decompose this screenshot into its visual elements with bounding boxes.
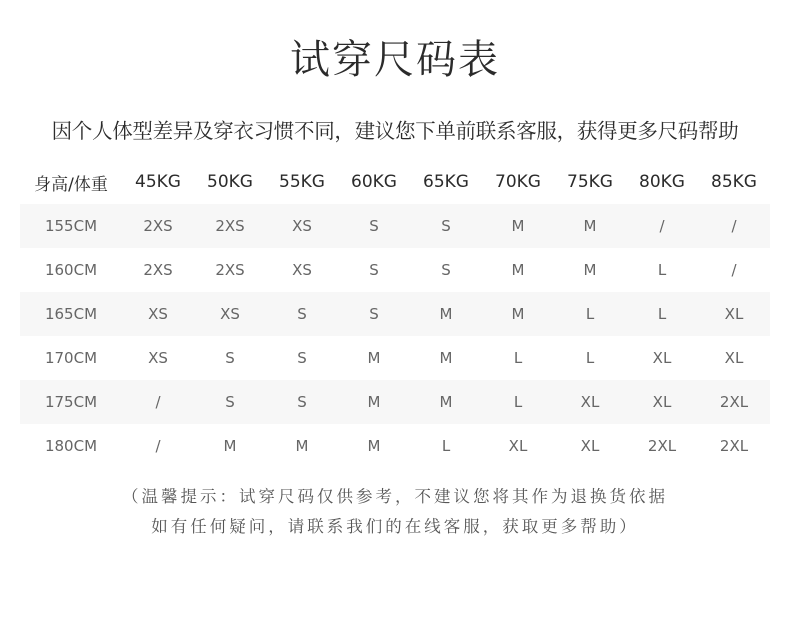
table-row <box>20 204 770 248</box>
size-cell: S <box>297 349 307 367</box>
size-chart-table <box>20 160 770 468</box>
header-weight-cell: 80KG <box>639 172 685 192</box>
height-cell: 155CM <box>20 204 122 248</box>
height-cell: 165CM <box>20 292 122 336</box>
size-cell: M <box>482 292 554 336</box>
size-cell: XL <box>554 380 626 424</box>
page-subtitle: 因个人体型差异及穿衣习惯不同，建议您下单前联系客服，获得更多尺码帮助 <box>51 119 739 143</box>
page-title: 试穿尺码表 <box>290 37 500 83</box>
size-cell: S <box>369 261 379 279</box>
size-cell: XL <box>698 292 770 336</box>
size-cell: 2XS <box>143 261 173 279</box>
size-cell: XS <box>194 292 266 336</box>
size-cell: / <box>155 437 161 455</box>
size-cell: M <box>410 380 482 424</box>
height-cell: 170CM <box>44 349 98 367</box>
size-cell: XS <box>122 292 194 336</box>
table-row <box>20 248 770 292</box>
size-cell: 2XL <box>698 380 770 424</box>
size-cell: S <box>225 349 235 367</box>
header-weight-cell: 45KG <box>135 172 181 192</box>
size-cell: XL <box>724 349 744 367</box>
size-cell: M <box>410 292 482 336</box>
size-cell: M <box>511 261 525 279</box>
header-weight-cell: 70KG <box>495 172 541 192</box>
size-cell: M <box>367 437 381 455</box>
size-cell: 2XL <box>647 437 677 455</box>
size-cell: XS <box>292 261 312 279</box>
size-cell: S <box>410 204 482 248</box>
height-cell: 160CM <box>44 261 98 279</box>
size-cell: M <box>295 437 309 455</box>
size-cell: 2XS <box>194 204 266 248</box>
size-cell: S <box>194 380 266 424</box>
size-cell: L <box>554 292 626 336</box>
size-cell: L <box>441 437 451 455</box>
size-cell: XS <box>266 204 338 248</box>
table-row <box>20 380 770 424</box>
header-weight-cell: 65KG <box>423 172 469 192</box>
header-weight-cell: 60KG <box>351 172 397 192</box>
size-cell: M <box>554 204 626 248</box>
size-cell: L <box>657 261 667 279</box>
table-row <box>20 424 770 468</box>
tip-note-line-2: 如有任何疑问，请联系我们的在线客服，获取更多帮助） <box>151 517 639 536</box>
size-cell: / <box>626 204 698 248</box>
header-weight-cell: 85KG <box>711 172 757 192</box>
size-cell: M <box>338 380 410 424</box>
size-cell: S <box>266 292 338 336</box>
size-cell: S <box>441 261 451 279</box>
tip-note-line-1: （温馨提示：试穿尺码仅供参考，不建议您将其作为退换货依据 <box>122 487 668 506</box>
size-cell: / <box>731 261 737 279</box>
header-weight-cell: 50KG <box>207 172 253 192</box>
size-cell: / <box>698 204 770 248</box>
size-cell: M <box>367 349 381 367</box>
size-cell: M <box>482 204 554 248</box>
height-cell: 175CM <box>20 380 122 424</box>
size-cell: XS <box>148 349 168 367</box>
size-cell: L <box>513 349 523 367</box>
size-cell: S <box>338 204 410 248</box>
size-cell: 2XL <box>719 437 749 455</box>
size-cell: M <box>223 437 237 455</box>
size-cell: M <box>583 261 597 279</box>
table-row <box>20 292 770 336</box>
header-weight-cell: 55KG <box>279 172 325 192</box>
size-cell: XL <box>580 437 600 455</box>
height-cell: 180CM <box>44 437 98 455</box>
size-cell: XL <box>652 349 672 367</box>
size-cell: XL <box>626 380 698 424</box>
size-cell: 2XS <box>122 204 194 248</box>
size-cell: M <box>439 349 453 367</box>
size-cell: 2XS <box>215 261 245 279</box>
table-header-row <box>20 160 770 204</box>
size-cell: XL <box>508 437 528 455</box>
size-cell: / <box>122 380 194 424</box>
size-cell: S <box>266 380 338 424</box>
header-weight-cell: 75KG <box>567 172 613 192</box>
size-cell: L <box>626 292 698 336</box>
table-row <box>20 336 770 380</box>
header-height-weight: 身高/体重 <box>34 174 108 195</box>
size-cell: L <box>585 349 595 367</box>
size-cell: S <box>338 292 410 336</box>
size-cell: L <box>482 380 554 424</box>
